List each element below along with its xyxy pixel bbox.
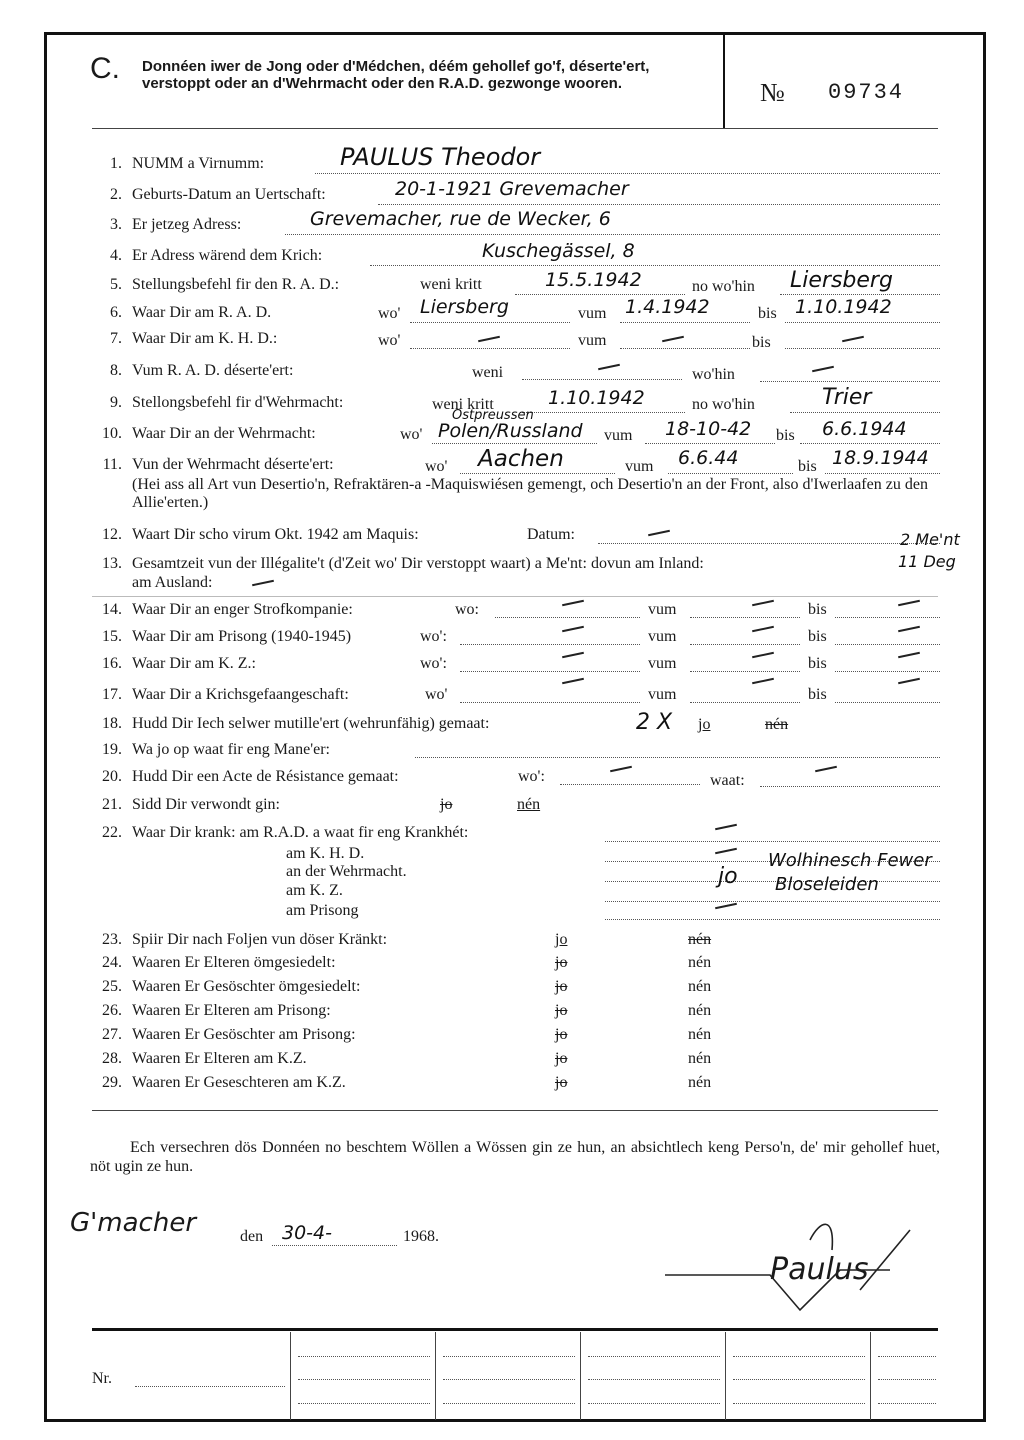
sickness-2: Bloseleiden xyxy=(775,874,879,895)
fill-line xyxy=(443,1355,575,1357)
sickness-1: Wolhinesch Fewer xyxy=(768,850,932,871)
fill-line xyxy=(588,1402,720,1404)
row-label: Waaren Er Elteren am K.Z. xyxy=(132,1050,307,1067)
rad-to: 1.10.1942 xyxy=(795,296,892,318)
fill-line xyxy=(800,442,940,444)
row-label: bis xyxy=(808,601,827,618)
row-label: wo' xyxy=(378,305,401,322)
row-label: Spiir Dir nach Foljen vun döser Kränkt: xyxy=(132,931,388,948)
registry-grid xyxy=(92,1328,938,1423)
birth-value: 20-1-1921 Grevemacher xyxy=(395,178,629,200)
row-label: bis xyxy=(776,427,795,444)
row-label: bis xyxy=(752,334,771,351)
row-label: bis xyxy=(808,686,827,703)
row-label: vum xyxy=(578,332,607,349)
fill-line xyxy=(588,1378,720,1380)
row-label: wo': xyxy=(420,628,447,645)
row-label: den xyxy=(240,1228,264,1245)
header-rule xyxy=(92,128,938,129)
row-label: Datum: xyxy=(527,526,575,543)
answer-no: nén xyxy=(688,1050,712,1067)
row-number: 4. xyxy=(110,247,122,264)
fill-line xyxy=(690,670,800,672)
row-label: Waar Dir a Krichsgefaangeschaft: xyxy=(132,686,349,703)
row-label: weni kritt xyxy=(432,396,494,413)
row-number: 19. xyxy=(102,741,122,758)
row-number: 8. xyxy=(110,362,122,379)
fill-line xyxy=(415,756,940,758)
rad-place: Liersberg xyxy=(420,296,509,318)
answer-no: nén xyxy=(765,716,789,733)
fill-line xyxy=(410,347,570,349)
fill-line xyxy=(560,783,700,785)
row-label: am Ausland: xyxy=(132,574,213,591)
row-label: am K. H. D. xyxy=(286,845,365,862)
row-label: Waar Dir am R. A. D. xyxy=(132,304,272,321)
row-number: 7. xyxy=(110,330,122,347)
fill-line xyxy=(878,1378,936,1380)
fill-line xyxy=(135,1385,285,1387)
row-number: 16. xyxy=(102,655,122,672)
answer-yes: jo xyxy=(555,978,568,995)
row-label: Waar Dir an enger Strofkompanie: xyxy=(132,601,353,618)
row-number: 14. xyxy=(102,601,122,618)
name-value: PAULUS Theodor xyxy=(340,143,541,171)
section-title: Donnéen iwer de Jong oder d'Médchen, déém gehollef go'f, déserte'ert, verstoppt oder an d'Wehrmacht oder den R.A.D. gezwonge wooren. xyxy=(142,58,650,92)
row-label: Er Adress wärend dem Krich: xyxy=(132,247,323,264)
fill-line xyxy=(780,293,940,295)
grid-line xyxy=(725,1332,726,1420)
row-number: 2. xyxy=(110,186,122,203)
row-number: 9. xyxy=(110,394,122,411)
row-number: 21. xyxy=(102,796,122,813)
fill-line xyxy=(520,411,685,413)
row-label: vum xyxy=(625,458,654,475)
row-number: 27. xyxy=(102,1026,122,1043)
row-number: 17. xyxy=(102,686,122,703)
answer-yes: jo xyxy=(555,1002,568,1019)
row-label: Stellungsbefehl fir den R. A. D.: xyxy=(132,276,340,293)
fill-line xyxy=(410,321,570,323)
fill-line xyxy=(315,172,940,174)
fill-line xyxy=(835,643,940,645)
answer-no: nén xyxy=(688,978,712,995)
row-number: 5. xyxy=(110,276,122,293)
fill-line xyxy=(588,1355,720,1357)
address-value: Grevemacher, rue de Wecker, 6 xyxy=(310,208,611,230)
row-number: 28. xyxy=(102,1050,122,1067)
row-label: wo' xyxy=(425,458,448,475)
row-label: Waar Dir am K. Z.: xyxy=(132,655,256,672)
fill-line xyxy=(460,472,615,474)
fill-line xyxy=(785,347,940,349)
row-label: Waaren Er Elteren ömgesiedelt: xyxy=(132,954,336,971)
answer-no: nén xyxy=(688,931,712,948)
fill-line xyxy=(605,840,940,842)
rad-order-place: Liersberg xyxy=(790,268,893,293)
row-number: 3. xyxy=(110,216,122,233)
fill-line xyxy=(760,785,940,787)
row-label: Waar Dir krank: am R.A.D. a waat fir eng Krankhét: xyxy=(132,824,469,841)
row-label: NUMM a Virnumm: xyxy=(132,155,265,172)
wehrmacht-place: Polen/Russland xyxy=(438,420,583,442)
row-label: vum xyxy=(648,655,677,672)
fill-line xyxy=(298,1355,430,1357)
rad-from: 1.4.1942 xyxy=(625,296,710,318)
answer-no: nén xyxy=(688,954,712,971)
grid-line xyxy=(290,1332,291,1420)
row-label: vum xyxy=(648,601,677,618)
fill-line xyxy=(620,347,750,349)
fill-line xyxy=(760,380,940,382)
wehrmacht-order-place: Trier xyxy=(822,385,872,410)
row-number: 12. xyxy=(102,526,122,543)
row-label: vum xyxy=(604,427,633,444)
fill-line xyxy=(460,701,640,703)
answer-yes: jo xyxy=(555,1026,568,1043)
row-number: 26. xyxy=(102,1002,122,1019)
fill-line xyxy=(645,442,775,444)
wehrmacht-to: 6.6.1944 xyxy=(822,418,907,440)
row-label: Hudd Dir een Acte de Résistance gemaat: xyxy=(132,768,399,785)
answer-yes: jo xyxy=(555,931,568,948)
row-label: wo'hin xyxy=(692,366,735,383)
answer-no: nén xyxy=(517,796,541,813)
fill-line xyxy=(785,321,940,323)
row-label: Hudd Dir Iech selwer mutille'ert (wehrunfähig) gemaat: xyxy=(132,715,490,732)
row11-note: (Hei ass all Art vun Desertio'n, Refraktären-a -Maquiswiésen gemengt, och Desertio'n an der Front, also d'Iwerlaafen zu den Allie'erten.) xyxy=(132,476,928,511)
row-label: am Prisong xyxy=(286,902,359,919)
desertion-to: 18.9.1944 xyxy=(832,447,929,469)
row-label: bis xyxy=(808,628,827,645)
row-label: Wa jo op waat fir eng Mane'er: xyxy=(132,741,330,758)
form-number: 09734 xyxy=(828,80,905,105)
signature-stroke xyxy=(660,1210,920,1320)
row-label: Waaren Er Gesöschter am Prisong: xyxy=(132,1026,356,1043)
fill-line xyxy=(835,616,940,618)
answer-no: nén xyxy=(688,1074,712,1091)
row-label: wo' xyxy=(400,426,423,443)
registry-number-label: Nr. xyxy=(92,1370,112,1387)
row-label: bis xyxy=(758,305,777,322)
section-rule xyxy=(92,1110,938,1111)
fill-line xyxy=(272,1244,397,1246)
fill-line xyxy=(878,1402,936,1404)
fill-line xyxy=(690,643,800,645)
wehrmacht-from: 18-10-42 xyxy=(665,418,752,440)
row-number: 29. xyxy=(102,1074,122,1091)
row-label: Waaren Er Elteren am Prisong: xyxy=(132,1002,331,1019)
grid-line xyxy=(435,1332,436,1420)
row-label: no wo'hin xyxy=(692,278,755,295)
fill-line xyxy=(733,1355,865,1357)
row-label: am K. Z. xyxy=(286,882,343,899)
row-label: vum xyxy=(648,628,677,645)
row-number: 23. xyxy=(102,931,122,948)
fill-line xyxy=(825,472,940,474)
row-label: weni kritt xyxy=(420,276,482,293)
fill-line xyxy=(432,442,597,444)
section-rule xyxy=(92,596,938,597)
row-label: bis xyxy=(798,458,817,475)
answer-yes: jo xyxy=(440,796,453,813)
row-number: 11. xyxy=(102,456,122,473)
row-number: 25. xyxy=(102,978,122,995)
answer-yes: jo xyxy=(555,954,568,971)
answer-yes: jo xyxy=(698,716,711,733)
fill-line xyxy=(690,616,800,618)
row-number: 1. xyxy=(110,155,122,172)
row-label: Sidd Dir verwondt gin: xyxy=(132,796,280,813)
row-label: Waaren Er Gesöschter ömgesiedelt: xyxy=(132,978,361,995)
fill-line xyxy=(285,233,940,235)
row-label: an der Wehrmacht. xyxy=(286,863,407,880)
row-label: Vum R. A. D. déserte'ert: xyxy=(132,362,294,379)
number-sign: № xyxy=(760,78,785,107)
fill-line xyxy=(668,472,793,474)
months-note: 2 Me'nt xyxy=(900,530,960,549)
fill-line xyxy=(620,321,750,323)
fill-line xyxy=(495,616,640,618)
mutilation-count: 2 X xyxy=(636,710,673,735)
fill-line xyxy=(370,264,940,266)
row-number: 22. xyxy=(102,824,122,841)
row-label: weni xyxy=(472,364,504,381)
fill-line xyxy=(878,1355,936,1357)
fill-line xyxy=(515,293,685,295)
answer-yes: jo xyxy=(555,1050,568,1067)
row-number: 20. xyxy=(102,768,122,785)
fill-line xyxy=(522,378,682,380)
grid-line xyxy=(580,1332,581,1420)
row-label: Geburts-Datum an Uertschaft: xyxy=(132,186,326,203)
fill-line xyxy=(605,900,940,902)
desertion-place: Aachen xyxy=(478,446,564,472)
answer-no: nén xyxy=(688,1026,712,1043)
row-number: 15. xyxy=(102,628,122,645)
fill-line xyxy=(460,643,640,645)
row-number: 6. xyxy=(110,304,122,321)
fill-line xyxy=(605,918,940,920)
fill-line xyxy=(733,1402,865,1404)
section-letter: C. xyxy=(90,52,120,85)
desertion-from: 6.6.44 xyxy=(678,447,739,469)
fill-line xyxy=(298,1378,430,1380)
row-number: 13. xyxy=(102,555,122,572)
fill-line xyxy=(835,701,940,703)
row-label: wo': xyxy=(420,655,447,672)
rad-order-date: 15.5.1942 xyxy=(545,269,642,291)
row-label: bis xyxy=(808,655,827,672)
row-label: Waaren Er Geseschteren am K.Z. xyxy=(132,1074,346,1091)
fill-line xyxy=(690,701,800,703)
wehrmacht-order-date: 1.10.1942 xyxy=(548,387,645,409)
row-label: wo' xyxy=(378,332,401,349)
row-number: 24. xyxy=(102,954,122,971)
place-note: Ostpreussen xyxy=(452,408,534,423)
signature: Paulus xyxy=(770,1252,869,1287)
row-label: Er jetzeg Adress: xyxy=(132,216,242,233)
row-number: 18. xyxy=(102,715,122,732)
row-label: wo: xyxy=(455,601,479,618)
year-printed: 1968. xyxy=(403,1228,439,1245)
fill-line xyxy=(443,1378,575,1380)
grid-line xyxy=(870,1332,871,1420)
answer-no: nén xyxy=(688,1002,712,1019)
fill-line xyxy=(835,670,940,672)
row-number: 10. xyxy=(102,425,122,442)
answer-yes: jo xyxy=(555,1074,568,1091)
row-label: vum xyxy=(648,686,677,703)
date-handwritten: 30-4- xyxy=(282,1222,332,1244)
fill-line xyxy=(733,1378,865,1380)
sickness-yes: jo xyxy=(718,864,738,889)
row-label: Waar Dir am Prisong (1940-1945) xyxy=(132,628,352,645)
fill-line xyxy=(605,880,940,882)
fill-line xyxy=(460,670,640,672)
place-handwritten: G'macher xyxy=(70,1208,197,1238)
fill-line xyxy=(378,203,940,205)
row-label: Vun der Wehrmacht déserte'ert: xyxy=(132,456,334,473)
row-label: wo' xyxy=(425,686,448,703)
row-label: Waar Dir am K. H. D.: xyxy=(132,330,278,347)
row-label: vum xyxy=(578,305,607,322)
inland-days: 11 Deg xyxy=(898,552,956,571)
fill-line xyxy=(443,1402,575,1404)
war-address-value: Kuschegässel, 8 xyxy=(482,240,635,262)
row-label: Stellongsbefehl fir d'Wehrmacht: xyxy=(132,394,344,411)
row-label: Gesamtzeit vun der Illégalite't (d'Zeit wo' Dir verstoppt waart) a Me'nt: dovun am Inland: xyxy=(132,555,704,572)
fill-line xyxy=(790,411,940,413)
fill-line xyxy=(598,542,940,544)
row-label: wo': xyxy=(518,768,545,785)
row-label: Waar Dir an der Wehrmacht: xyxy=(132,425,316,442)
fill-line xyxy=(298,1402,430,1404)
row-label: waat: xyxy=(710,772,745,789)
declaration-text: Ech versechren dös Donnéen no beschtem Wöllen a Wössen gin ze hun, an absichtlech keng Perso'n, de' mir gehollef huet, nöt ugin ze hun. xyxy=(90,1139,940,1175)
header-divider xyxy=(723,34,725,128)
row-label: Waart Dir scho virum Okt. 1942 am Maquis: xyxy=(132,526,419,543)
row-label: no wo'hin xyxy=(692,396,755,413)
